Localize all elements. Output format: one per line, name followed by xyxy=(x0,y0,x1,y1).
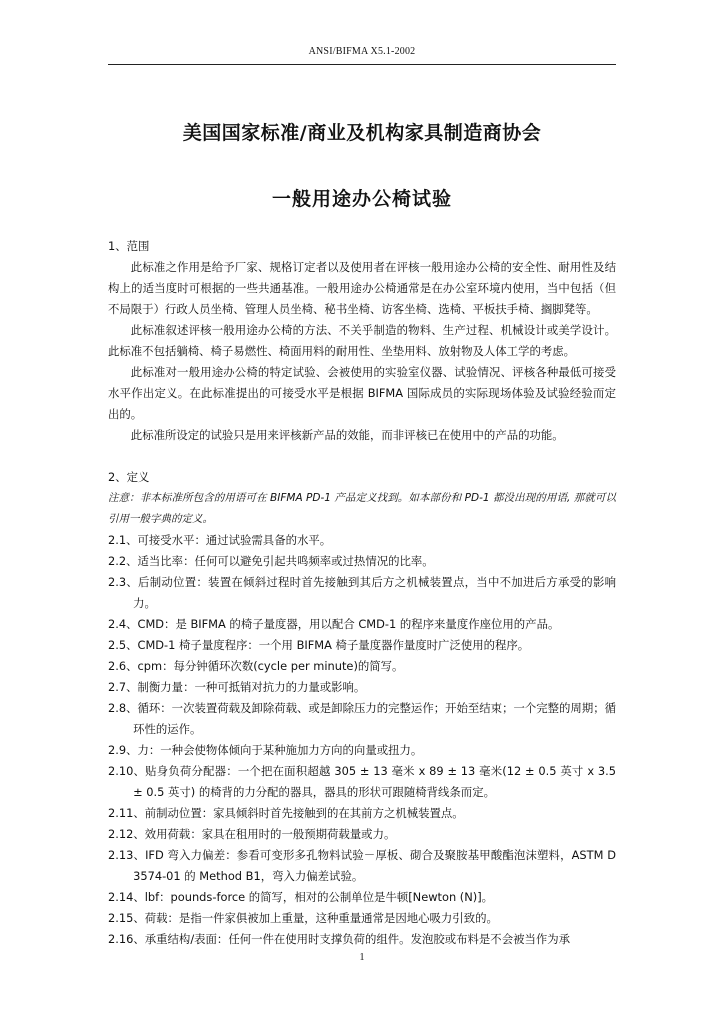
definition-item: 2.12、效用荷载：家具在租用时的一般预期荷载量或力。 xyxy=(108,827,396,841)
definition-item: 2.11、前制动位置：家具倾斜时首先接触到的在其前方之机械装置点。 xyxy=(108,806,464,820)
definition-item: 2.1、可接受水平：通过试验需具备的水平。 xyxy=(108,533,332,547)
section-1-paragraph: 此标准叙述评核一般用途办公椅的方法、不关乎制造的物料、生产过程、机械设计或美学设计。此标准不包括躺椅、椅子易燃性、椅面用料的耐用性、坐垫用料、放射物及人体工学的考虑。 xyxy=(108,323,616,358)
section-2-heading: 2、定义 xyxy=(108,470,150,484)
definition-item: 2.14、lbf：pounds-force 的简写，相对的公制单位是牛顿[Newton (N)]。 xyxy=(108,890,494,904)
definition-item: 2.13、IFD 弯入力偏差：参看可变形多孔物料试验－厚板、砌合及聚胺基甲酸酯泡沫塑料，ASTM D 3574-01 的 Method B1，弯入力偏差试验。 xyxy=(108,848,616,883)
document-subtitle: 一般用途办公椅试验 xyxy=(271,188,452,210)
definitions-note: 注意：非本标准所包含的用语可在 BIFMA PD-1 产品定义找到。如本部份和 PD-1 都没出现的用语, 那就可以引用一般字典的定义。 xyxy=(108,492,616,525)
definition-item: 2.7、制衡力量：一种可抵销对抗力的力量或影响。 xyxy=(108,680,366,694)
definition-item: 2.9、力：一种会使物体倾向于某种施加力方向的向量或扭力。 xyxy=(108,743,423,757)
definition-item: 2.2、适当比率：任何可以避免引起共鸣频率或过热情况的比率。 xyxy=(108,554,434,568)
definition-item: 2.15、荷载：是指一件家俱被加上重量，这种重量通常是因地心吸力引致的。 xyxy=(108,911,498,925)
page-number: 1 xyxy=(359,952,365,963)
definition-item: 2.3、后制动位置：装置在倾斜过程时首先接触到其后方之机械装置点，当中不加进后方承受的影响力。 xyxy=(108,575,616,610)
definition-item: 2.8、循环：一次装置荷载及卸除荷载、或是卸除压力的完整运作；开始至结束；一个完整的周期；循环性的运作。 xyxy=(108,701,616,736)
section-1-heading: 1、范围 xyxy=(108,239,150,253)
definition-item: 2.4、CMD：是 BIFMA 的椅子量度器，用以配合 CMD-1 的程序来量度作座位用的产品。 xyxy=(108,617,560,631)
section-1-paragraph: 此标准之作用是给予厂家、规格订定者以及使用者在评核一般用途办公椅的安全性、耐用性及结构上的适当度时可根据的一些共通基准。一般用途办公椅通常是在办公室环境内使用，当中包括（但不局限于）行政人员坐椅、管理人员坐椅、秘书坐椅、访客坐椅、选椅、平板扶手椅、搁脚凳等。 xyxy=(108,260,616,316)
running-header: ANSI/BIFMA X5.1-2002 xyxy=(308,46,416,57)
definition-item: 2.5、CMD-1 椅子量度程序：一个用 BIFMA 椅子量度器作量度时广泛使用的程序。 xyxy=(108,638,530,652)
section-1-paragraph: 此标准对一般用途办公椅的特定试验、会被使用的实验室仪器、试验情况、评核各种最低可接受水平作出定义。在此标准提出的可接受水平是根据 BIFMA 国际成员的实际现场体验及试验经验而定出的。 xyxy=(108,365,616,421)
definition-item: 2.10、贴身负荷分配器：一个把在面积超越 305 ± 13 毫米 x 89 ± 13 毫米(12 ± 0.5 英寸 x 3.5 ± 0.5 英寸) 的椅背的力分配的器具，器具的形状可跟随椅背线条而定。 xyxy=(108,764,616,799)
section-spacer xyxy=(108,446,616,467)
definition-item: 2.16、承重结构/表面：任何一件在使用时支撑负荷的组件。发泡胶或布料是不会被当作为承 xyxy=(108,932,571,946)
definition-item: 2.6、cpm：每分钟循环次数(cycle per minute)的简写。 xyxy=(108,659,404,673)
section-1-paragraph: 此标准所设定的试验只是用来评核新产品的效能，而非评核已在使用中的产品的功能。 xyxy=(130,428,564,442)
document-body xyxy=(108,236,616,950)
document-title: 美国国家标准/商业及机构家具制造商协会 xyxy=(182,122,542,144)
header-rule xyxy=(108,64,616,65)
